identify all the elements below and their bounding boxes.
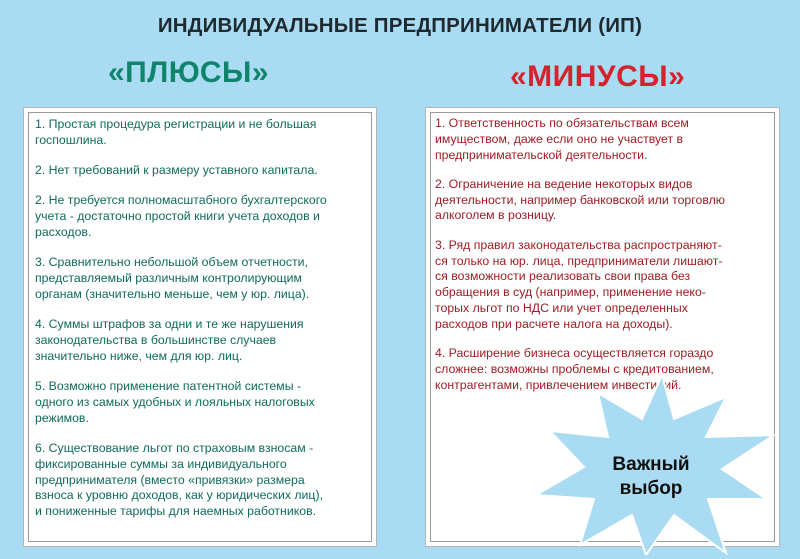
important-choice-badge <box>596 453 706 501</box>
badge-line-2: выбор <box>619 478 683 499</box>
cons-heading: «МИНУСЫ» <box>510 60 686 93</box>
pros-list <box>35 117 364 534</box>
cons-item-2: 2. Ограничение на ведение некоторых видов деятельности, например банковской или торговлю алкоголем в розницу. <box>435 176 725 223</box>
pros-item-4: 3. Сравнительно небольшой объем отчетности, представляемый различным контролирующим органам (значительно меньше, чем у юр. лица). <box>35 255 310 301</box>
badge-line-1: Важный <box>612 454 690 475</box>
pros-item-6: 5. Возможно применение патентной системы - одного из самых удобных и лояльных налоговых режимов. <box>35 379 315 425</box>
cons-list <box>435 116 769 407</box>
pros-heading: «ПЛЮСЫ» <box>108 56 270 89</box>
cons-item-1: 1. Ответственность по обязательствам всем имуществом, даже если оно не участвует в предпринимательской деятельности. <box>435 116 689 162</box>
pros-item-1: 1. Простая процедура регистрации и не большая госпошлина. <box>35 117 317 147</box>
pros-item-3: 2. Не требуется полномасштабного бухгалтерского учета - достаточно простой книги учета доходов и расходов. <box>35 193 327 239</box>
cons-item-4: 4. Расширение бизнеса осуществляется гораздо сложнее: возможны проблемы с кредитованием, контрагентами, привлечением инвестиций. <box>435 346 714 392</box>
pros-item-2: 2. Нет требований к размеру уставного капитала. <box>35 163 318 178</box>
page-title: ИНДИВИДУАЛЬНЫЕ ПРЕДПРИНИМАТЕЛИ (ИП) <box>157 14 643 37</box>
pros-item-7: 6. Существование льгот по страховым взносам - фиксированные суммы за индивидуального предпринимателя (вместо «привязки» размера взноса к уровню доходов, как у юридических лиц), и пониженные тарифы для наемных работников. <box>35 440 323 519</box>
pros-item-5: 4. Суммы штрафов за одни и те же нарушения законодательства в большинстве случаев значительно ниже, чем для юр. лиц. <box>35 317 304 363</box>
cons-item-3: 3. Ряд правил законодательства распространяют- ся только на юр. лица, предприниматели лишают- ся возможности реализовать свои права без обращения в суд (например, применение неко- торых льгот по НДС или учет определенных расходов при расчете налога на доходы). <box>435 237 723 331</box>
pros-panel <box>23 107 377 547</box>
